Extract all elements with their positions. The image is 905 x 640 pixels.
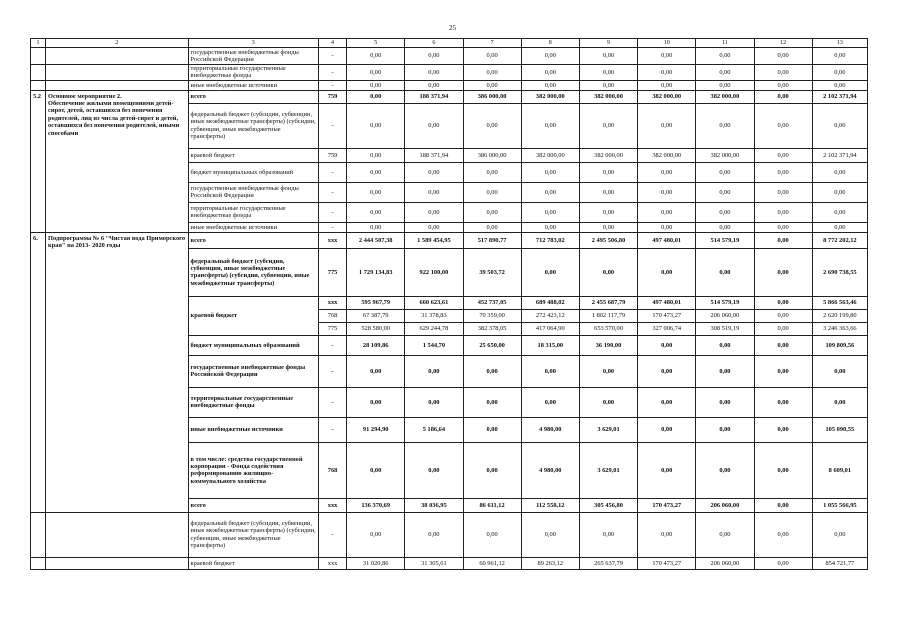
value-cell: 0,00 — [463, 355, 521, 387]
value-cell: 91 294,90 — [347, 417, 405, 442]
value-cell: 188 371,94 — [405, 148, 463, 162]
value-cell: 0,00 — [521, 48, 579, 65]
column-number: 10 — [638, 39, 696, 48]
value-cell: 31 378,83 — [405, 309, 463, 322]
value-cell: 0,00 — [696, 355, 754, 387]
value-cell: 0,00 — [579, 48, 637, 65]
value-cell: 28 109,86 — [347, 335, 405, 355]
value-cell: 0,00 — [754, 80, 812, 90]
value-cell: 0,00 — [638, 442, 696, 498]
value-cell: 0,00 — [521, 222, 579, 232]
column-number: 3 — [188, 39, 318, 48]
value-cell: 5 866 563,46 — [812, 296, 867, 309]
value-cell: 0,00 — [754, 148, 812, 162]
table-row — [31, 232, 868, 248]
value-cell: 0,00 — [638, 222, 696, 232]
value-cell: 517 890,77 — [463, 232, 521, 248]
funding-source-cell: всего — [188, 232, 318, 248]
value-cell: 0,00 — [812, 80, 867, 90]
value-cell: 0,00 — [696, 222, 754, 232]
value-cell: 0,00 — [754, 335, 812, 355]
value-cell: 0,00 — [696, 387, 754, 417]
value-cell: 0,00 — [463, 442, 521, 498]
funding-source-cell: федеральный бюджет (субсидии, субвенции, иные межбюджетные трансферты) (субсидии, субвенции, иные межбюджетные трансферты) — [188, 248, 318, 296]
value-cell: 0,00 — [521, 355, 579, 387]
value-cell: 38 036,95 — [405, 498, 463, 512]
funding-source-cell: федеральный бюджет (субсидии, субвенции, иные межбюджетные трансферты) (субсидии, субвенции, иные межбюджетные трансферты) — [188, 512, 318, 557]
value-cell: 0,00 — [347, 202, 405, 222]
budget-code-cell: 775 — [319, 322, 347, 335]
column-number: 2 — [46, 39, 189, 48]
value-cell: 0,00 — [463, 222, 521, 232]
funding-source-cell: бюджет муниципальных образований — [188, 335, 318, 355]
value-cell: 0,00 — [754, 498, 812, 512]
table-row — [31, 65, 868, 81]
value-cell: 0,00 — [812, 355, 867, 387]
value-cell: 327 006,74 — [638, 322, 696, 335]
value-cell: 382 000,00 — [696, 148, 754, 162]
program-name-cell — [46, 80, 189, 90]
value-cell: 0,00 — [579, 248, 637, 296]
funding-source-cell: в том числе: средства государственной корпорации - Фонда содействия реформированию жилищно-коммунального хозяйства — [188, 442, 318, 498]
budget-code-cell: ххх — [319, 557, 347, 569]
value-cell: 2 690 738,55 — [812, 248, 867, 296]
value-cell: 0,00 — [638, 65, 696, 81]
budget-code-cell: 768 — [319, 442, 347, 498]
value-cell: 0,00 — [754, 442, 812, 498]
value-cell: 105 090,55 — [812, 417, 867, 442]
value-cell: 308 519,19 — [696, 322, 754, 335]
program-name-cell: Подпрограмма № 6 "Чистая вода Приморского края" на 2013- 2020 годы — [46, 232, 189, 512]
value-cell: 653 570,00 — [579, 322, 637, 335]
row-number-cell: 5.2 — [31, 90, 46, 232]
value-cell: 0,00 — [696, 80, 754, 90]
value-cell: 0,00 — [696, 512, 754, 557]
value-cell: 0,00 — [347, 162, 405, 182]
value-cell: 0,00 — [754, 248, 812, 296]
value-cell: 0,00 — [812, 222, 867, 232]
budget-code-cell: ххх — [319, 296, 347, 309]
budget-code-cell: - — [319, 65, 347, 81]
value-cell: 0,00 — [696, 162, 754, 182]
budget-code-cell: - — [319, 202, 347, 222]
value-cell: 0,00 — [812, 65, 867, 81]
value-cell: 660 623,61 — [405, 296, 463, 309]
value-cell: 5 186,64 — [405, 417, 463, 442]
value-cell: 0,00 — [521, 80, 579, 90]
value-cell: 0,00 — [754, 162, 812, 182]
value-cell: 0,00 — [696, 202, 754, 222]
value-cell: 0,00 — [638, 512, 696, 557]
value-cell: 0,00 — [696, 65, 754, 81]
value-cell: 386 000,00 — [463, 148, 521, 162]
value-cell: 0,00 — [696, 48, 754, 65]
value-cell: 595 967,79 — [347, 296, 405, 309]
column-number: 5 — [347, 39, 405, 48]
value-cell: 0,00 — [405, 182, 463, 202]
value-cell: 382 000,00 — [579, 90, 637, 103]
value-cell: 497 480,01 — [638, 232, 696, 248]
value-cell: 170 473,27 — [638, 309, 696, 322]
value-cell: 0,00 — [579, 202, 637, 222]
value-cell: 382 000,00 — [696, 90, 754, 103]
value-cell: 0,00 — [638, 335, 696, 355]
value-cell: 4 980,00 — [521, 417, 579, 442]
value-cell: 0,00 — [463, 387, 521, 417]
value-cell: 86 611,12 — [463, 498, 521, 512]
row-number-cell — [31, 557, 46, 569]
value-cell: 0,00 — [347, 222, 405, 232]
value-cell: 0,00 — [521, 248, 579, 296]
funding-source-cell: иные внебюджетные источники — [188, 80, 318, 90]
value-cell: 0,00 — [754, 103, 812, 148]
value-cell: 0,00 — [696, 335, 754, 355]
value-cell: 417 064,90 — [521, 322, 579, 335]
budget-code-cell: 775 — [319, 248, 347, 296]
value-cell: 0,00 — [463, 48, 521, 65]
value-cell: 3 246 363,66 — [812, 322, 867, 335]
value-cell: 0,00 — [638, 417, 696, 442]
value-cell: 0,00 — [405, 222, 463, 232]
value-cell: 0,00 — [754, 309, 812, 322]
column-number: 13 — [812, 39, 867, 48]
budget-code-cell: - — [319, 355, 347, 387]
value-cell: 2 455 687,79 — [579, 296, 637, 309]
funding-source-cell: иные внебюджетные источники — [188, 222, 318, 232]
value-cell: 0,00 — [579, 512, 637, 557]
value-cell: 0,00 — [754, 322, 812, 335]
value-cell: 0,00 — [579, 355, 637, 387]
value-cell: 0,00 — [638, 248, 696, 296]
value-cell: 2 620 199,80 — [812, 309, 867, 322]
table-row — [31, 80, 868, 90]
value-cell: 0,00 — [579, 387, 637, 417]
value-cell: 0,00 — [347, 387, 405, 417]
value-cell: 0,00 — [463, 202, 521, 222]
value-cell: 3 629,01 — [579, 442, 637, 498]
value-cell: 0,00 — [521, 387, 579, 417]
row-number-cell: 6. — [31, 232, 46, 512]
funding-source-cell: территориальные государственные внебюджетные фонды — [188, 65, 318, 81]
value-cell: 0,00 — [638, 103, 696, 148]
value-cell: 0,00 — [638, 355, 696, 387]
value-cell: 0,00 — [812, 48, 867, 65]
value-cell: 0,00 — [754, 355, 812, 387]
row-number-cell — [31, 80, 46, 90]
value-cell: 2 102 371,94 — [812, 90, 867, 103]
value-cell: 0,00 — [463, 162, 521, 182]
funding-source-cell: государственные внебюджетные фонды Российской Федерации — [188, 355, 318, 387]
budget-code-cell: - — [319, 103, 347, 148]
value-cell: 382 000,00 — [579, 148, 637, 162]
value-cell: 67 387,79 — [347, 309, 405, 322]
column-number: 9 — [579, 39, 637, 48]
value-cell: 109 809,56 — [812, 335, 867, 355]
value-cell: 0,00 — [347, 103, 405, 148]
program-name-cell: Основное мероприятие 2. Обеспечение жилыми помещениями детей-сирот, детей, оставшихся без попечения родителей, лиц из числа детей-сирот и детей, оставшихся без попечения родителей, иными способами — [46, 90, 189, 232]
value-cell: 70 359,00 — [463, 309, 521, 322]
value-cell: 0,00 — [521, 103, 579, 148]
value-cell: 712 783,02 — [521, 232, 579, 248]
value-cell: 0,00 — [347, 355, 405, 387]
value-cell: 39 503,72 — [463, 248, 521, 296]
program-name-cell — [46, 65, 189, 81]
budget-code-cell: - — [319, 387, 347, 417]
value-cell: 0,00 — [754, 202, 812, 222]
value-cell: 0,00 — [347, 90, 405, 103]
value-cell: 514 579,19 — [696, 296, 754, 309]
value-cell: 0,00 — [638, 162, 696, 182]
value-cell: 31 020,86 — [347, 557, 405, 569]
value-cell: 36 190,00 — [579, 335, 637, 355]
budget-code-cell: 759 — [319, 148, 347, 162]
funding-source-cell: государственные внебюджетные фонды Российской Федерации — [188, 182, 318, 202]
value-cell: 272 423,12 — [521, 309, 579, 322]
value-cell: 0,00 — [754, 232, 812, 248]
value-cell: 382 000,00 — [521, 90, 579, 103]
budget-code-cell: ххх — [319, 498, 347, 512]
value-cell: 0,00 — [754, 512, 812, 557]
value-cell: 0,00 — [638, 387, 696, 417]
column-number-row — [31, 39, 868, 48]
value-cell: 0,00 — [754, 90, 812, 103]
program-name-cell — [46, 557, 189, 569]
value-cell: 0,00 — [579, 65, 637, 81]
row-number-cell — [31, 65, 46, 81]
value-cell: 0,00 — [754, 557, 812, 569]
value-cell: 0,00 — [405, 512, 463, 557]
budget-table — [30, 38, 868, 570]
value-cell: 0,00 — [812, 182, 867, 202]
value-cell: 305 456,80 — [579, 498, 637, 512]
budget-code-cell: - — [319, 48, 347, 65]
value-cell: 514 579,19 — [696, 232, 754, 248]
column-number: 1 — [31, 39, 46, 48]
table-row — [31, 557, 868, 569]
value-cell: 0,00 — [812, 512, 867, 557]
value-cell: 0,00 — [579, 222, 637, 232]
budget-code-cell: 759 — [319, 90, 347, 103]
program-name-cell — [46, 48, 189, 65]
funding-source-cell: краевой бюджет — [188, 296, 318, 335]
value-cell: 0,00 — [579, 182, 637, 202]
funding-source-cell: всего — [188, 90, 318, 103]
value-cell: 1 802 117,79 — [579, 309, 637, 322]
value-cell: 0,00 — [812, 103, 867, 148]
value-cell: 0,00 — [463, 65, 521, 81]
value-cell: 386 000,00 — [463, 90, 521, 103]
value-cell: 0,00 — [521, 512, 579, 557]
value-cell: 265 637,79 — [579, 557, 637, 569]
column-number: 8 — [521, 39, 579, 48]
value-cell: 0,00 — [347, 80, 405, 90]
value-cell: 31 305,61 — [405, 557, 463, 569]
row-number-cell — [31, 512, 46, 557]
value-cell: 0,00 — [347, 512, 405, 557]
value-cell: 0,00 — [696, 442, 754, 498]
value-cell: 0,00 — [754, 387, 812, 417]
value-cell: 60 961,12 — [463, 557, 521, 569]
value-cell: 382 000,00 — [638, 148, 696, 162]
row-number-cell — [31, 48, 46, 65]
value-cell: 0,00 — [405, 162, 463, 182]
value-cell: 0,00 — [579, 162, 637, 182]
table-row — [31, 512, 868, 557]
value-cell: 1 729 134,83 — [347, 248, 405, 296]
funding-source-cell: федеральный бюджет (субсидии, субвенции, иные межбюджетные трансферты) (субсидии, субвенции, иные межбюджетные трансферты) — [188, 103, 318, 148]
value-cell: 0,00 — [405, 80, 463, 90]
value-cell: 629 244,78 — [405, 322, 463, 335]
budget-code-cell: - — [319, 512, 347, 557]
value-cell: 170 473,27 — [638, 498, 696, 512]
value-cell: 3 629,01 — [579, 417, 637, 442]
value-cell: 8 609,01 — [812, 442, 867, 498]
value-cell: 0,00 — [405, 103, 463, 148]
funding-source-cell: государственные внебюджетные фонды Российской Федерации — [188, 48, 318, 65]
value-cell: 25 650,00 — [463, 335, 521, 355]
value-cell: 112 558,12 — [521, 498, 579, 512]
column-number: 11 — [696, 39, 754, 48]
value-cell: 0,00 — [347, 48, 405, 65]
value-cell: 0,00 — [463, 80, 521, 90]
value-cell: 382 000,00 — [521, 148, 579, 162]
value-cell: 0,00 — [463, 182, 521, 202]
budget-code-cell: - — [319, 80, 347, 90]
value-cell: 18 315,00 — [521, 335, 579, 355]
value-cell: 0,00 — [405, 48, 463, 65]
value-cell: 0,00 — [463, 103, 521, 148]
value-cell: 1 055 566,95 — [812, 498, 867, 512]
value-cell: 206 060,00 — [696, 557, 754, 569]
value-cell: 0,00 — [405, 355, 463, 387]
funding-source-cell: территориальные государственные внебюджетные фонды — [188, 387, 318, 417]
value-cell: 0,00 — [579, 80, 637, 90]
value-cell: 922 100,00 — [405, 248, 463, 296]
value-cell: 0,00 — [812, 387, 867, 417]
funding-source-cell: иные внебюджетные источники — [188, 417, 318, 442]
value-cell: 0,00 — [696, 248, 754, 296]
value-cell: 0,00 — [463, 512, 521, 557]
budget-code-cell: - — [319, 222, 347, 232]
value-cell: 0,00 — [638, 202, 696, 222]
budget-code-cell: - — [319, 335, 347, 355]
value-cell: 0,00 — [405, 202, 463, 222]
budget-code-cell: - — [319, 162, 347, 182]
value-cell: 0,00 — [754, 48, 812, 65]
funding-source-cell: бюджет муниципальных образований — [188, 162, 318, 182]
column-number: 6 — [405, 39, 463, 48]
value-cell: 0,00 — [347, 182, 405, 202]
table-row — [31, 90, 868, 103]
value-cell: 528 580,00 — [347, 322, 405, 335]
budget-code-cell: ххх — [319, 232, 347, 248]
value-cell: 0,00 — [347, 65, 405, 81]
value-cell: 206 060,00 — [696, 309, 754, 322]
value-cell: 2 495 506,80 — [579, 232, 637, 248]
value-cell: 2 102 371,94 — [812, 148, 867, 162]
value-cell: 89 263,12 — [521, 557, 579, 569]
value-cell: 0,00 — [696, 417, 754, 442]
value-cell: 0,00 — [696, 182, 754, 202]
value-cell: 136 370,69 — [347, 498, 405, 512]
value-cell: 0,00 — [405, 65, 463, 81]
value-cell: 0,00 — [405, 442, 463, 498]
value-cell: 0,00 — [521, 182, 579, 202]
funding-source-cell: краевой бюджет — [188, 148, 318, 162]
value-cell: 188 371,94 — [405, 90, 463, 103]
table-row — [31, 48, 868, 65]
funding-source-cell: краевой бюджет — [188, 557, 318, 569]
value-cell: 0,00 — [638, 182, 696, 202]
value-cell: 382 378,05 — [463, 322, 521, 335]
value-cell: 1 589 454,95 — [405, 232, 463, 248]
value-cell: 0,00 — [347, 442, 405, 498]
column-number: 7 — [463, 39, 521, 48]
value-cell: 0,00 — [405, 387, 463, 417]
value-cell: 0,00 — [347, 148, 405, 162]
value-cell: 1 544,70 — [405, 335, 463, 355]
value-cell: 0,00 — [754, 296, 812, 309]
column-number: 4 — [319, 39, 347, 48]
value-cell: 0,00 — [521, 162, 579, 182]
value-cell: 0,00 — [754, 65, 812, 81]
value-cell: 0,00 — [754, 417, 812, 442]
value-cell: 689 488,02 — [521, 296, 579, 309]
value-cell: 0,00 — [812, 202, 867, 222]
value-cell: 8 772 202,12 — [812, 232, 867, 248]
value-cell: 382 000,00 — [638, 90, 696, 103]
value-cell: 0,00 — [696, 103, 754, 148]
value-cell: 206 060,00 — [696, 498, 754, 512]
column-number: 12 — [754, 39, 812, 48]
page-number: 25 — [449, 24, 456, 32]
value-cell: 452 737,05 — [463, 296, 521, 309]
budget-code-cell: 768 — [319, 309, 347, 322]
value-cell: 0,00 — [579, 103, 637, 148]
funding-source-cell: территориальные государственные внебюджетные фонды — [188, 202, 318, 222]
value-cell: 0,00 — [754, 182, 812, 202]
value-cell: 0,00 — [521, 202, 579, 222]
value-cell: 0,00 — [638, 48, 696, 65]
value-cell: 4 980,00 — [521, 442, 579, 498]
value-cell: 497 480,01 — [638, 296, 696, 309]
budget-code-cell: - — [319, 182, 347, 202]
value-cell: 0,00 — [463, 417, 521, 442]
funding-source-cell: всего — [188, 498, 318, 512]
value-cell: 0,00 — [812, 162, 867, 182]
budget-code-cell: - — [319, 417, 347, 442]
value-cell: 0,00 — [754, 222, 812, 232]
value-cell: 0,00 — [638, 80, 696, 90]
value-cell: 2 444 507,38 — [347, 232, 405, 248]
value-cell: 0,00 — [521, 65, 579, 81]
value-cell: 170 473,27 — [638, 557, 696, 569]
value-cell: 854 721,77 — [812, 557, 867, 569]
program-name-cell — [46, 512, 189, 557]
